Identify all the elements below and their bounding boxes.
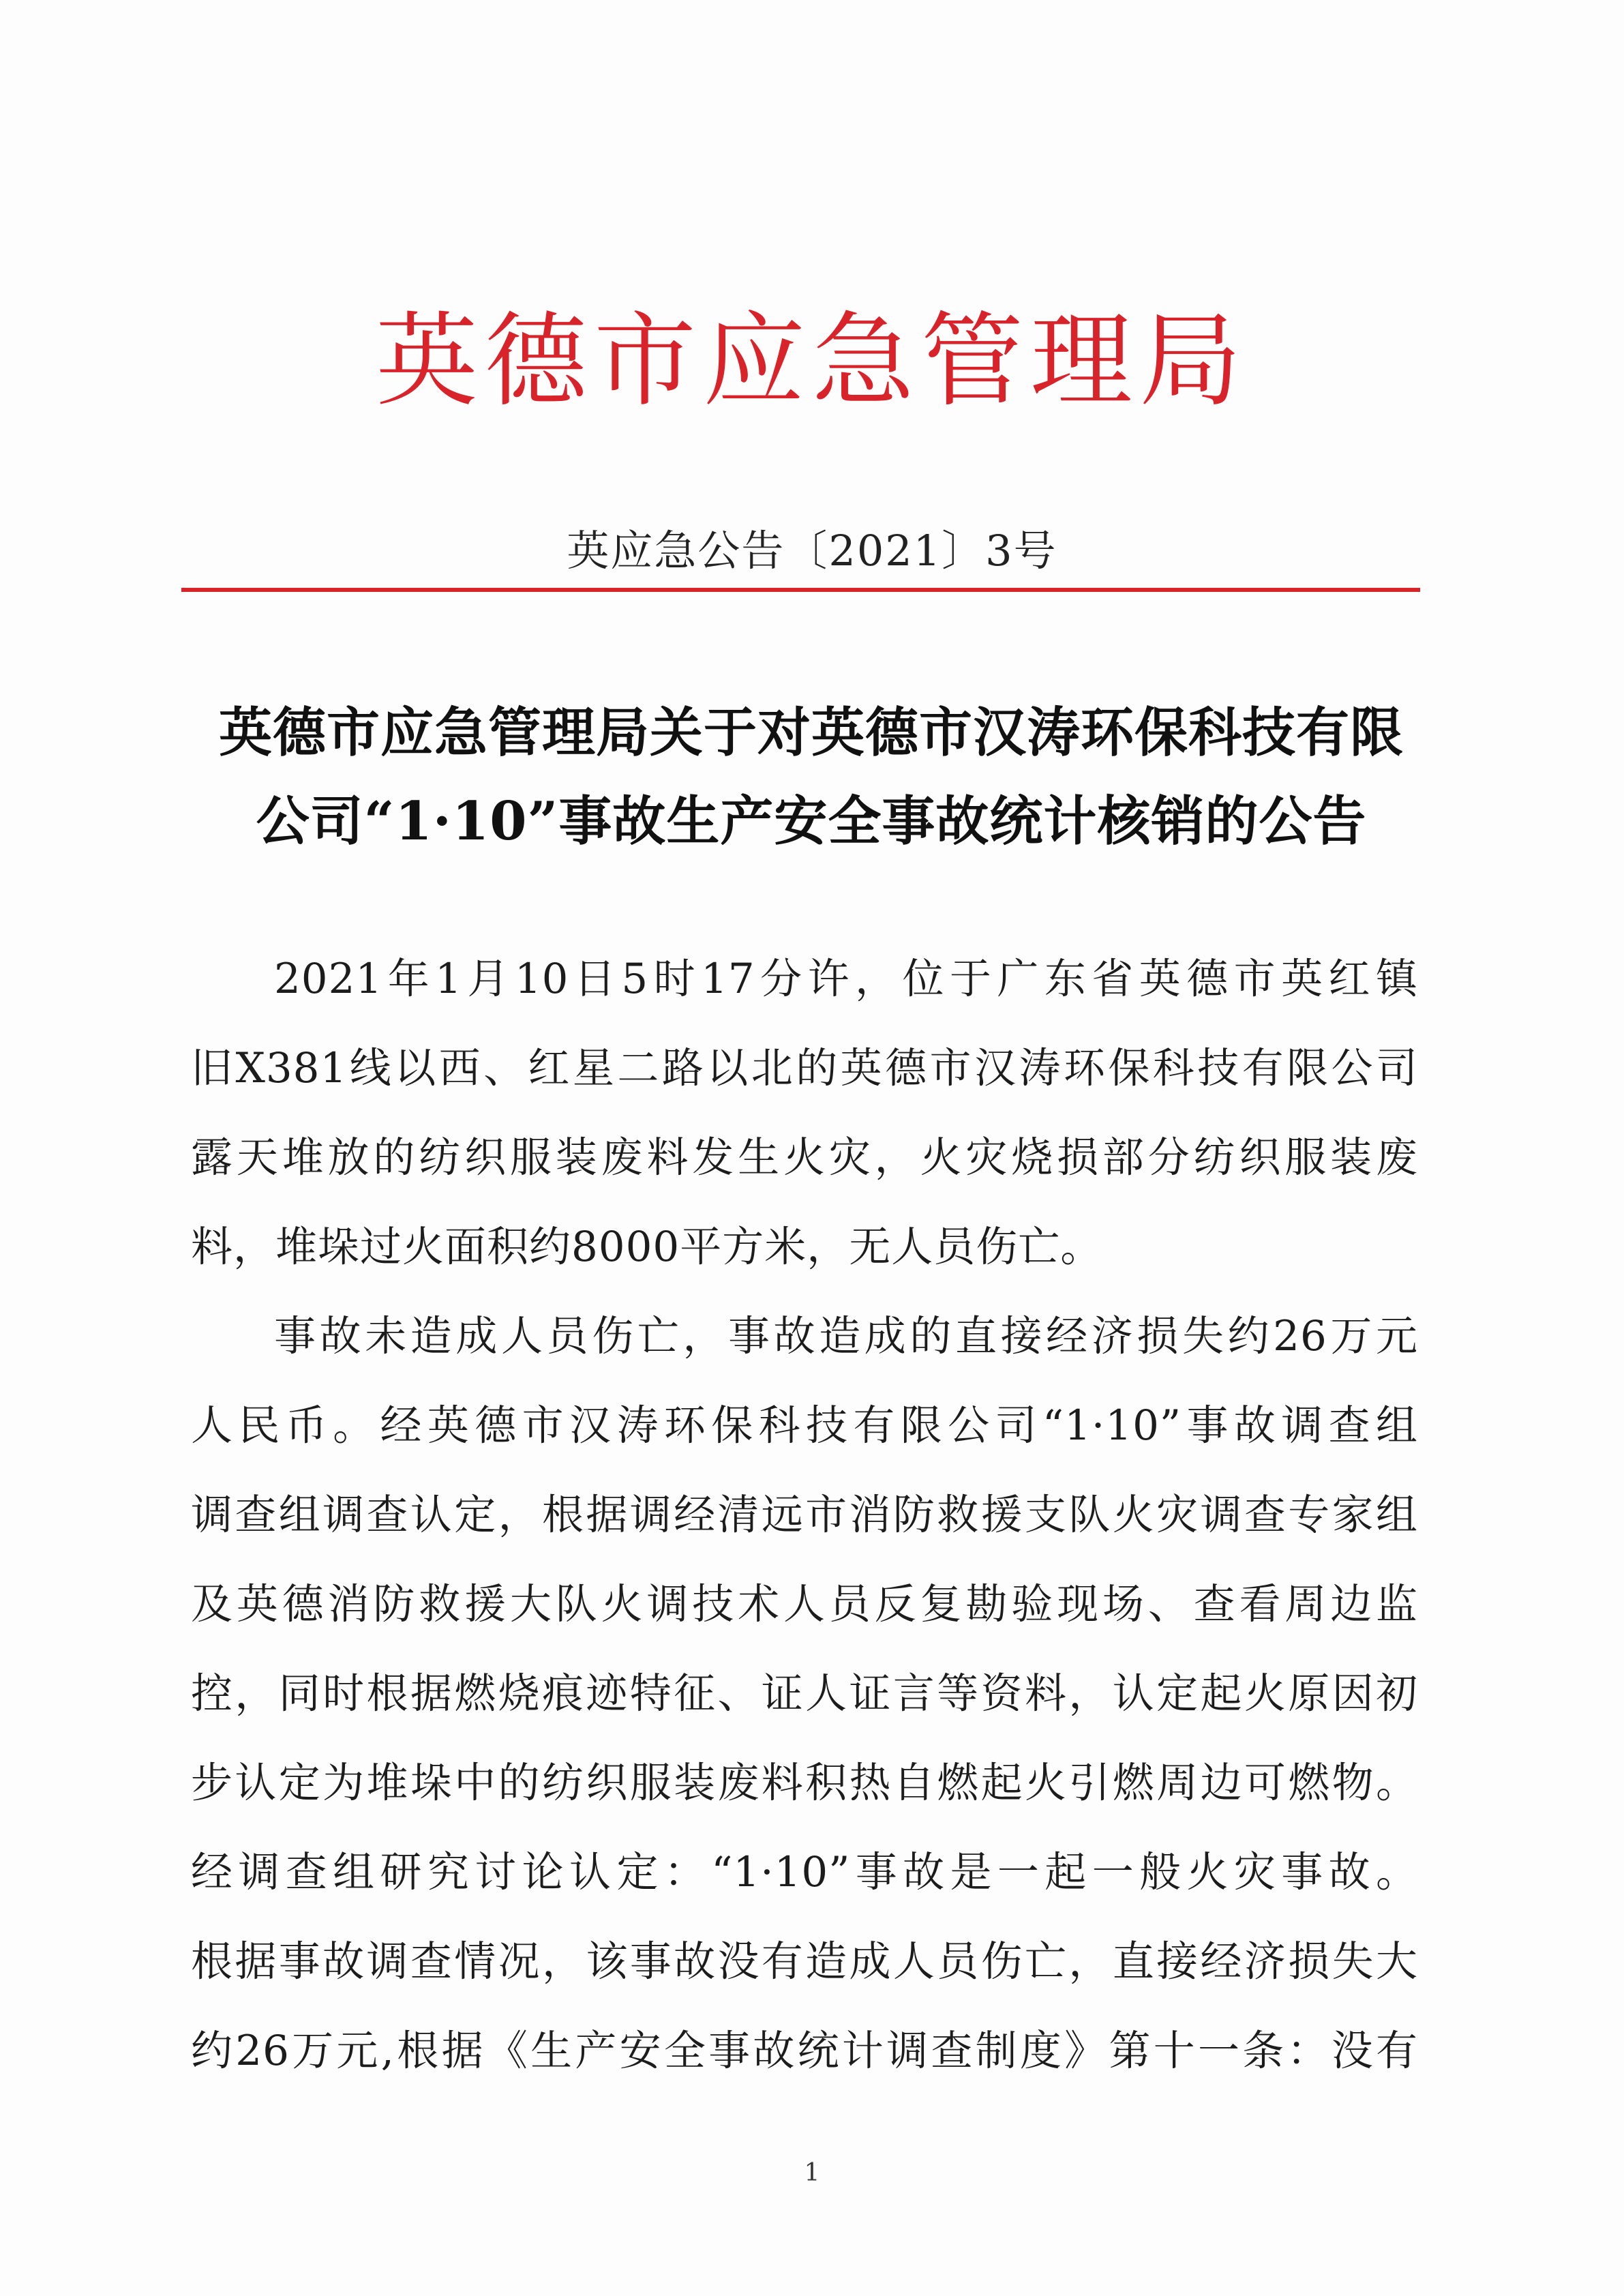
notice-body bbox=[191, 934, 1418, 2096]
notice-title bbox=[191, 689, 1432, 866]
body-line: 旧X381线以西、红星二路以北的英德市汉涛环保科技有限公司 bbox=[191, 1044, 1418, 1092]
body-line: 根据事故调查情况，该事故没有造成人员伤亡，直接经济损失大 bbox=[191, 1937, 1418, 1986]
body-line: 控，同时根据燃烧痕迹特征、证人证言等资料，认定起火原因初 bbox=[191, 1669, 1418, 1718]
body-line: 约26万元,根据《生产安全事故统计调查制度》第十一条：没有 bbox=[191, 2027, 1418, 2075]
notice-title-line-1: 英德市应急管理局关于对英德市汉涛环保科技有限 bbox=[218, 702, 1404, 764]
body-line: 人民币。经英德市汉涛环保科技有限公司“1·10”事故调查组 bbox=[191, 1401, 1418, 1450]
document-number: 英应急公告〔2021〕3号 bbox=[567, 526, 1057, 576]
body-line: 料，堆垛过火面积约8000平方米，无人员伤亡。 bbox=[191, 1223, 1103, 1271]
body-line: 步认定为堆垛中的纺织服装废料积热自燃起火引燃周边可燃物。 bbox=[191, 1759, 1418, 1807]
body-line: 露天堆放的纺织服装废料发生火灾，火灾烧损部分纺织服装废 bbox=[191, 1133, 1418, 1182]
body-line: 经调查组研究讨论认定：“1·10”事故是一起一般火灾事故。 bbox=[191, 1848, 1418, 1896]
body-line: 调查组调查认定，根据调经清远市消防救援支队火灾调查专家组 bbox=[191, 1491, 1418, 1539]
body-line: 事故未造成人员伤亡，事故造成的直接经济损失约26万元 bbox=[274, 1312, 1418, 1360]
red-divider-line bbox=[181, 588, 1420, 592]
notice-title-line-2: 公司“1·10”事故生产安全事故统计核销的公告 bbox=[256, 790, 1367, 852]
page-number: 1 bbox=[804, 2159, 820, 2187]
body-line: 及英德消防救援大队火调技术人员反复勘验现场、查看周边监 bbox=[191, 1580, 1418, 1628]
body-line: 2021年1月10日5时17分许，位于广东省英德市英红镇 bbox=[274, 955, 1418, 1003]
agency-letterhead-title: 英德市应急管理局 bbox=[375, 302, 1248, 421]
